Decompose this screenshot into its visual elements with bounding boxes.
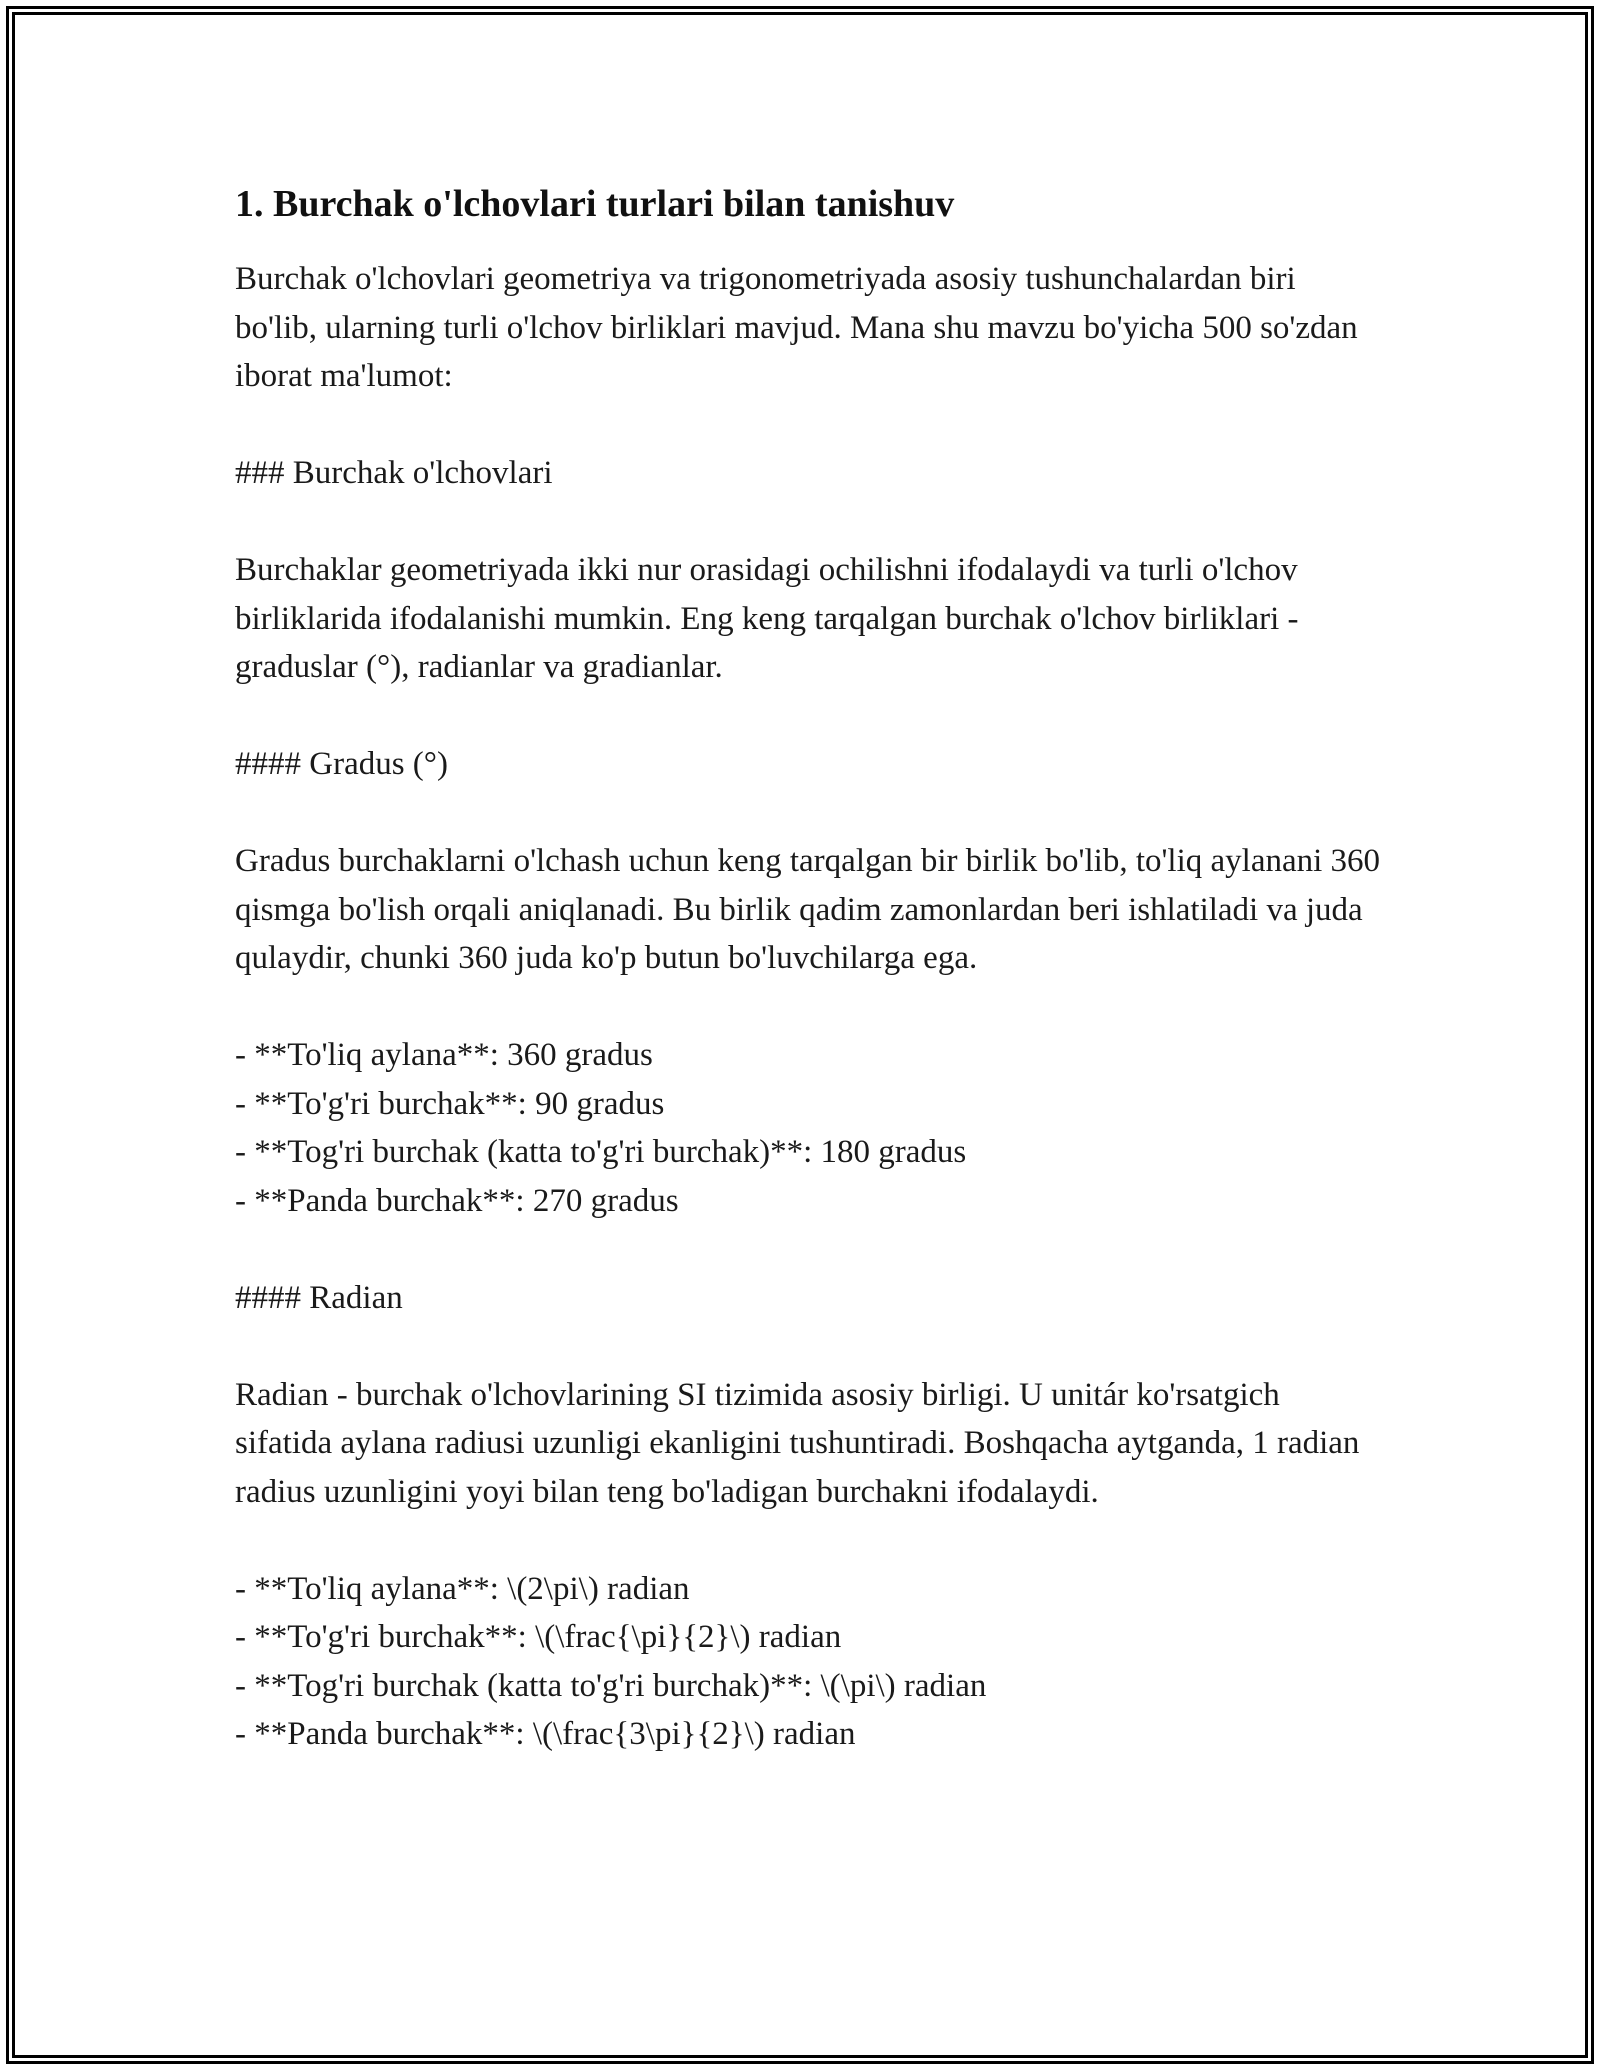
list-item: - **Panda burchak**: 270 gradus	[235, 1182, 679, 1219]
list-item: - **To'g'ri burchak**: 90 gradus	[235, 1085, 665, 1122]
radian-list	[235, 1565, 1385, 1759]
document-body	[235, 180, 1385, 1807]
list-item: - **To'liq aylana**: \(2\pi\) radian	[235, 1570, 690, 1607]
list-item: - **Tog'ri burchak (katta to'g'ri burchak)**: \(\pi\) radian	[235, 1667, 987, 1704]
degree-paragraph: Gradus burchaklarni o'lchash uchun keng tarqalgan bir birlik bo'lib, to'liq aylanani 360 qismga bo'lish orqali aniqlanadi. Bu birlik qadim zamonlardan beri ishlatiladi va juda qulaydir, chunki 360 juda ko'p butun bo'luvchilarga ega.	[235, 843, 1381, 977]
intro-paragraph: Burchak o'lchovlari geometriya va trigonometriyada asosiy tushunchalardan biri bo'lib, ularning turli o'lchov birliklari mavjud. Mana shu mavzu bo'yicha 500 so'zdan iborat ma'lumot:	[235, 261, 1358, 395]
document-title: 1. Burchak o'lchovlari turlari bilan tanishuv	[235, 183, 955, 225]
list-item: - **Panda burchak**: \(\frac{3\pi}{2}\) radian	[235, 1716, 856, 1753]
measures-paragraph: Burchaklar geometriyada ikki nur orasidagi ochilishni ifodalaydi va turli o'lchov birliklarida ifodalanishi mumkin. Eng keng tarqalgan burchak o'lchov birliklari - graduslar (°), radianlar va gradianlar.	[235, 552, 1299, 686]
degree-list	[235, 1031, 1385, 1225]
list-item: - **To'liq aylana**: 360 gradus	[235, 1037, 653, 1074]
radian-paragraph: Radian - burchak o'lchovlarining SI tizimida asosiy birligi. U unitár ko'rsatgich sifatida aylana radiusi uzunligi ekanligini tushuntiradi. Boshqacha aytganda, 1 radian radius uzunligini yoyi bilan teng bo'ladigan burchakni ifodalaydi.	[235, 1376, 1360, 1510]
heading-degree: #### Gradus (°)	[235, 746, 448, 783]
heading-radian: #### Radian	[235, 1279, 403, 1316]
list-item: - **Tog'ri burchak (katta to'g'ri burchak)**: 180 gradus	[235, 1134, 967, 1171]
list-item: - **To'g'ri burchak**: \(\frac{\pi}{2}\) radian	[235, 1619, 842, 1656]
heading-angle-measures: ### Burchak o'lchovlari	[235, 455, 553, 492]
